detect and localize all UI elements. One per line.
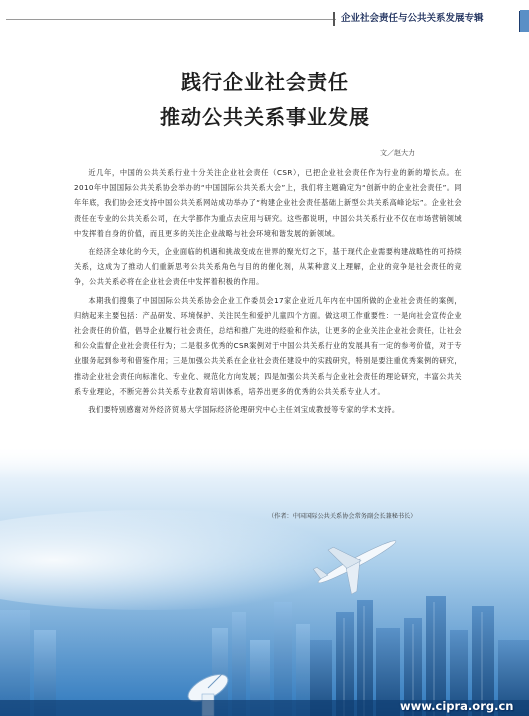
website-url: www.cipra.org.cn — [400, 699, 514, 713]
author-affiliation-note: （作者：中国国际公共关系协会常务副会长兼秘书长） — [268, 513, 417, 520]
article-paragraph: 近几年，中国的公共关系行业十分关注企业社会责任（CSR），已把企业社会责任作为行业的新的增长点。在2010年中国国际公共关系协会举办的“中国国际公共关系大会”上，我们将主题确定为“创新中的企业社会责任”。同年年底，我们协会还支持中国公共关系网站成功举办了“构建企业社会责任基础上新型公共关系高峰论坛”。企业社会责任在专业的公共关系公司，在大学都作为重点去应用与研究。这些都说明，中国公共关系行业不仅在市场营销领域中发挥着自身的价值，而且更多的关注企业战略与社会环境和谐发展的新领域。 — [74, 168, 462, 238]
article-title-line-1: 践行企业社会责任 — [181, 70, 349, 94]
article-paragraph: 在经济全球化的今天，企业面临的机遇和挑战变成在世界的聚光灯之下，基于现代企业需要构建战略性的可持续关系，这成为了推动人们重新思考公共关系角色与目的的催化剂，从某种意义上理解，企业的竞争是社会责任的竞争，公共关系必将在企业社会责任中发挥着积极的作用。 — [74, 247, 462, 287]
article-title-line-2: 推动公共关系事业发展 — [160, 105, 370, 129]
section-header-title: 企业社会责任与公共关系发展专辑 — [341, 13, 484, 24]
header-divider — [333, 12, 335, 26]
article-paragraph: 本期我们搜集了中国国际公共关系协会企业工作委员会17家企业近几年内在中国所做的企业社会责任的案例，归纳起来主要包括：产品研发、环境保护、关注民生和爱护儿童四个方面。做这项工作重要性：一是向社会宣传企业社会责任的价值，倡导企业履行社会责任，总结和推广先进的经验和作法，让更多的企业关注企业社会责任，让社会和公众监督企业社会责任行为；二是很多优秀的CSR案例对于中国公共关系行业的发展具有一定的参考价值，对于专业服务起到参考和借鉴作用；三是加强公共关系在企业社会责任建设中的实践研究，特别是要注重优秀案例的研究，推动企业社会责任向标准化、专业化、规范化方向发展；四是加强公共关系与企业社会责任的理论研究，丰富公共关系专业理论，不断完善公共关系专业教育培训体系，培养出更多的优秀的公共关系专业人才。 — [74, 295, 462, 396]
header-accent-block — [520, 10, 529, 32]
article-body — [74, 165, 462, 417]
article-paragraph: 我们要特别感谢对外经济贸易大学国际经济伦理研究中心主任刘宝成教授等专家的学术支持。 — [88, 405, 400, 415]
article-byline: 文／赵大力 — [380, 149, 415, 157]
header-rule — [6, 19, 336, 20]
